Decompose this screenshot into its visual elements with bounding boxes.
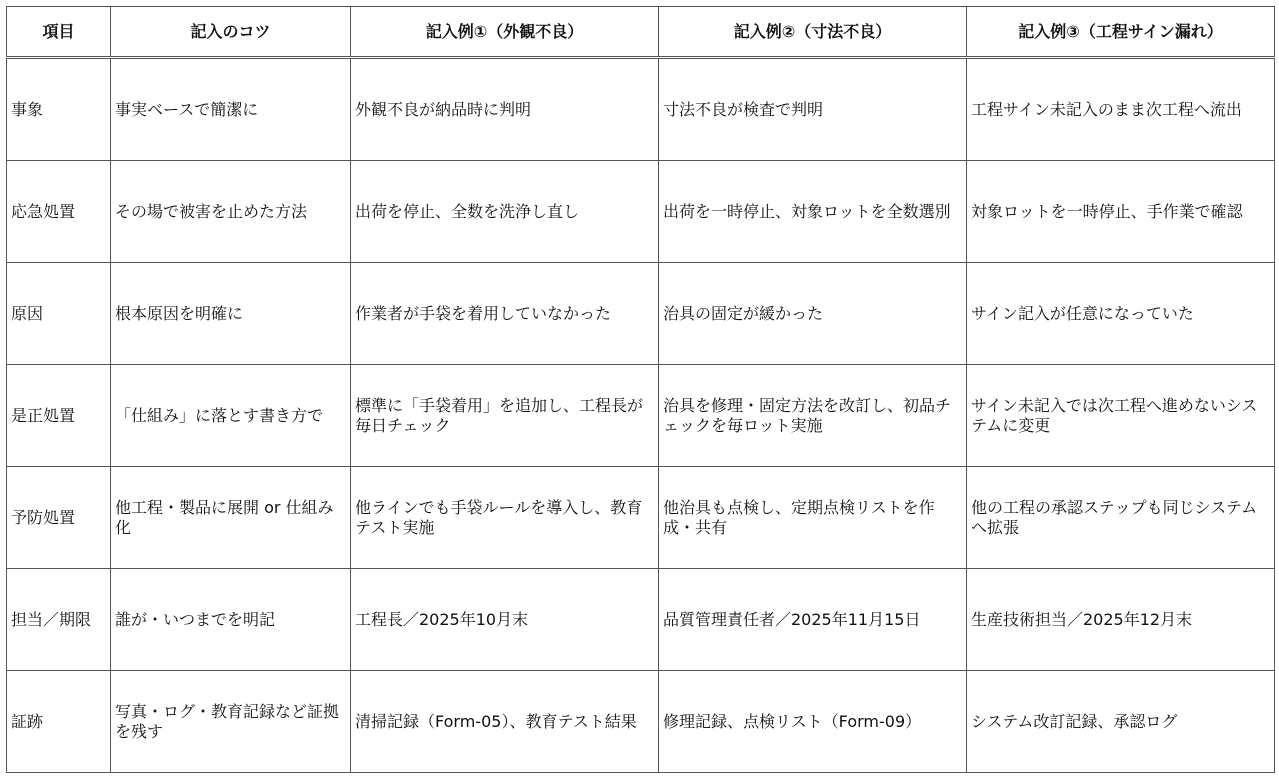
- table-body: [7, 58, 1275, 773]
- cell-example-1: 標準に「手袋着用」を追加し、工程長が毎日チェック: [351, 365, 659, 467]
- cell-example-1: 他ラインでも手袋ルールを導入し、教育テスト実施: [351, 467, 659, 569]
- cell-example-3: サイン記入が任意になっていた: [967, 263, 1275, 365]
- table-header: [7, 7, 1275, 58]
- cell-tips: 事実ベースで簡潔に: [111, 58, 351, 161]
- table-row: [7, 671, 1275, 773]
- cell-example-2: 出荷を一時停止、対象ロットを全数選別: [659, 161, 967, 263]
- cell-tips: 他工程・製品に展開 or 仕組み化: [111, 467, 351, 569]
- table-row: [7, 58, 1275, 161]
- cell-example-2: 寸法不良が検査で判明: [659, 58, 967, 161]
- cell-example-2: 治具の固定が緩かった: [659, 263, 967, 365]
- header-example-3: 記入例③（工程サイン漏れ）: [967, 7, 1275, 58]
- cell-example-1: 出荷を停止、全数を洗浄し直し: [351, 161, 659, 263]
- countermeasure-table: [6, 6, 1275, 773]
- cell-example-3: 生産技術担当／2025年12月末: [967, 569, 1275, 671]
- header-row: [7, 7, 1275, 58]
- cell-example-3: システム改訂記録、承認ログ: [967, 671, 1275, 773]
- header-tips: 記入のコツ: [111, 7, 351, 58]
- table-row: [7, 569, 1275, 671]
- cell-item: 是正処置: [7, 365, 111, 467]
- cell-tips: 「仕組み」に落とす書き方で: [111, 365, 351, 467]
- cell-item: 証跡: [7, 671, 111, 773]
- cell-item: 応急処置: [7, 161, 111, 263]
- cell-example-3: 工程サイン未記入のまま次工程へ流出: [967, 58, 1275, 161]
- cell-example-1: 外観不良が納品時に判明: [351, 58, 659, 161]
- table-row: [7, 365, 1275, 467]
- cell-example-2: 他治具も点検し、定期点検リストを作成・共有: [659, 467, 967, 569]
- cell-item: 予防処置: [7, 467, 111, 569]
- cell-example-2: 修理記録、点検リスト（Form-09）: [659, 671, 967, 773]
- cell-tips: その場で被害を止めた方法: [111, 161, 351, 263]
- cell-example-2: 治具を修理・固定方法を改訂し、初品チェックを毎ロット実施: [659, 365, 967, 467]
- cell-tips: 誰が・いつまでを明記: [111, 569, 351, 671]
- cell-item: 担当／期限: [7, 569, 111, 671]
- cell-example-1: 作業者が手袋を着用していなかった: [351, 263, 659, 365]
- table-row: [7, 263, 1275, 365]
- cell-item: 原因: [7, 263, 111, 365]
- cell-example-1: 工程長／2025年10月末: [351, 569, 659, 671]
- table-row: [7, 161, 1275, 263]
- cell-example-3: 対象ロットを一時停止、手作業で確認: [967, 161, 1275, 263]
- cell-example-3: サイン未記入では次工程へ進めないシステムに変更: [967, 365, 1275, 467]
- cell-tips: 根本原因を明確に: [111, 263, 351, 365]
- cell-example-2: 品質管理責任者／2025年11月15日: [659, 569, 967, 671]
- header-example-1: 記入例①（外観不良）: [351, 7, 659, 58]
- cell-example-1: 清掃記録（Form-05）、教育テスト結果: [351, 671, 659, 773]
- header-item: 項目: [7, 7, 111, 58]
- cell-tips: 写真・ログ・教育記録など証拠を残す: [111, 671, 351, 773]
- cell-item: 事象: [7, 58, 111, 161]
- header-example-2: 記入例②（寸法不良）: [659, 7, 967, 58]
- table-row: [7, 467, 1275, 569]
- cell-example-3: 他の工程の承認ステップも同じシステムへ拡張: [967, 467, 1275, 569]
- document-page: [6, 6, 1275, 773]
